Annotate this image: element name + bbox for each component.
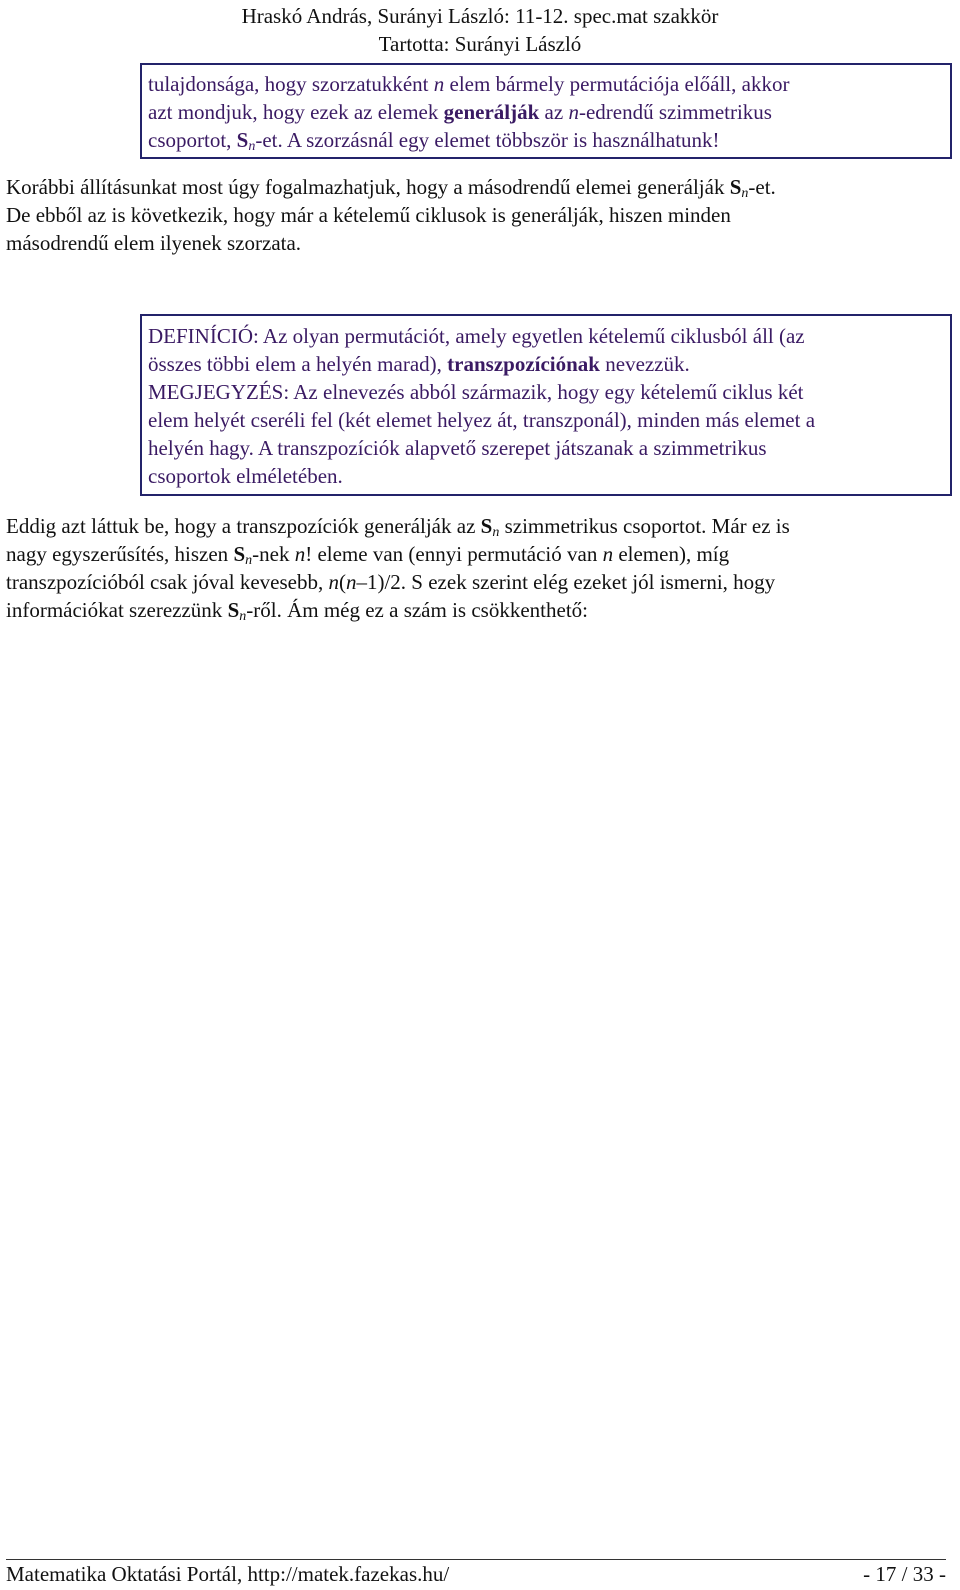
box1-line2: azt mondjuk, hogy ezek az elemek generálják az n-edrendű szimmetrikus (148, 100, 772, 124)
page-number: - 17 / 33 - (863, 1562, 946, 1586)
term-generaljak: generálják (443, 100, 540, 124)
box1-line1: tulajdonsága, hogy szorzatukként n elem bármely permutációja előáll, akkor (148, 72, 790, 96)
term-transzpozicio: transzpozíciónak (447, 352, 600, 376)
box1-line3: csoportot, $S_n-et$. A szorzásnál egy elemet többször is használhatunk! (148, 128, 720, 154)
definition-line1: DEFINÍCIÓ: Az olyan permutációt, amely egyetlen kételemű ciklusból áll (az (148, 324, 805, 348)
note-line3: helyén hagy. A transzpozíciók alapvető szerepet játszanak a szimmetrikus (148, 436, 767, 460)
header-subtitle: Tartotta: Surányi László (378, 32, 582, 56)
note-line1: MEGJEGYZÉS: Az elnevezés abból származik, hogy egy kételemű ciklus két (148, 380, 804, 404)
note-line2: elem helyét cseréli fel (két elemet helyez át, transzponál), minden más elemet a (148, 408, 816, 432)
note-line4: csoportok elméletében. (148, 464, 343, 488)
generator-definition-box (140, 63, 952, 159)
footer-portal-link[interactable]: Matematika Oktatási Portál, http://matek.fazekas.hu/ (6, 1562, 450, 1586)
paragraph-second-order-elements: Korábbi állításunkat most úgy fogalmazhatjuk, hogy a másodrendű elemei generálják $S_n-et$. De ebből az is következik, hogy már a kételemű ciklusok is generálják, hiszen minden másodrendű elem ilyenek szorzata. (6, 175, 776, 255)
definition-line2: összes többi elem a helyén marad), transzpozíciónak nevezzük. (148, 352, 690, 376)
page-header (0, 2, 960, 58)
paragraph-transpositions-generate: Eddig azt láttuk be, hogy a transzpozíciók generálják az $S_n$ szimmetrikus csoportot. Már ez is nagy egyszerűsítés, hiszen $S_n$-nek n! eleme van (ennyi permutáció van n elemen), míg transzpozícióból csak jóval kevesebb, n(n–1)/2. S ezek szerint elég ezeket jól ismerni, hogy információkat szerezzünk $S_n$-ről. Ám még ez a szám is csökkenthető: (6, 514, 790, 624)
transposition-definition-box (140, 314, 952, 496)
header-title: Hraskó András, Surányi László: 11-12. spec.mat szakkör (241, 4, 719, 28)
